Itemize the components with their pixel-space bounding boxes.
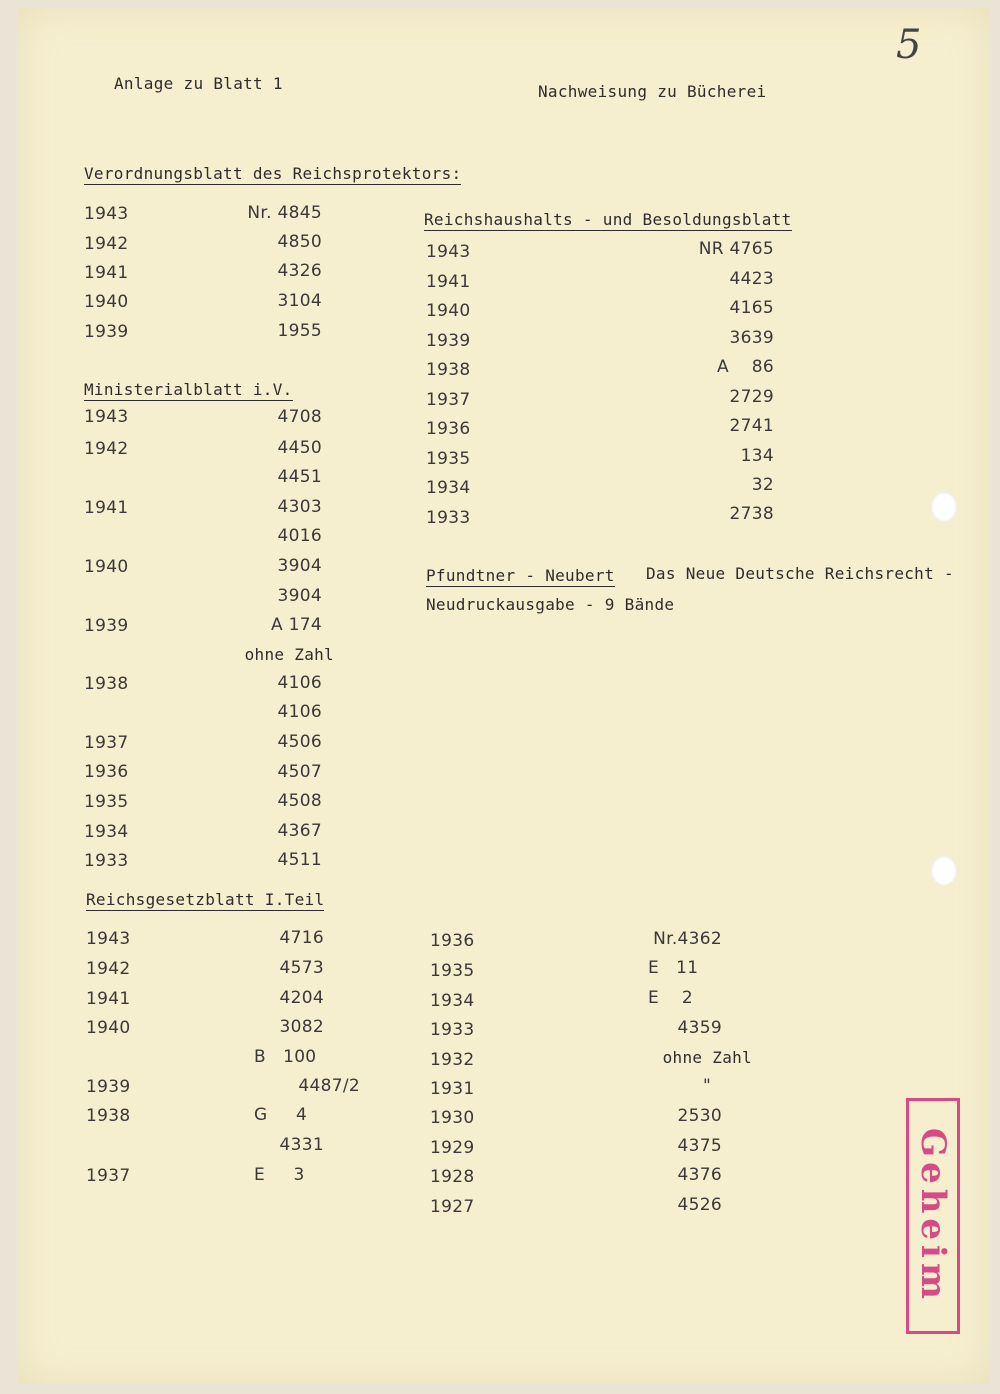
list-item-year: 1939	[86, 1077, 131, 1097]
list-item-year: 1943	[84, 204, 129, 224]
list-item-number: 4331	[279, 1135, 324, 1155]
list-item-year: 1938	[86, 1106, 131, 1126]
list-item-number: ohne Zahl	[662, 1048, 752, 1067]
list-item-number: 4326	[277, 261, 322, 281]
list-item-number: 4451	[277, 467, 322, 487]
list-item-number: 32	[751, 475, 774, 495]
list-item-number: 3639	[729, 328, 774, 348]
list-item-number: 4507	[277, 762, 322, 782]
list-item-year: 1941	[86, 989, 131, 1009]
list-item-number: 2738	[729, 504, 774, 524]
list-item-number: E 2	[648, 988, 693, 1008]
reichsgesetzblatt-title: Reichsgesetzblatt I.Teil	[86, 890, 325, 909]
list-item-year: 1933	[430, 1020, 475, 1040]
list-item-number: 4506	[277, 732, 322, 752]
list-item-number: 4376	[677, 1165, 722, 1185]
list-item-year: 1939	[426, 331, 471, 351]
reichshaushalt-title: Reichshaushalts - und Besoldungsblatt	[424, 210, 792, 229]
list-item-year: 1930	[430, 1108, 475, 1128]
punch-hole	[931, 856, 957, 886]
list-item-number: 4487/2	[298, 1076, 360, 1096]
list-item-number: 1955	[277, 321, 322, 341]
list-item-number: 4303	[277, 497, 322, 517]
list-item-number: Nr.4362	[653, 929, 722, 949]
list-item-year: 1931	[430, 1079, 475, 1099]
list-item-year: 1941	[84, 498, 129, 518]
list-item-year: 1935	[84, 792, 129, 812]
punch-hole	[931, 492, 957, 522]
list-item-number: B 100	[254, 1047, 317, 1067]
list-item-year: 1927	[430, 1197, 475, 1217]
list-item-number: A 174	[271, 615, 322, 635]
header-left: Anlage zu Blatt 1	[114, 74, 283, 93]
list-item-number: E 3	[254, 1165, 305, 1185]
list-item-year: 1939	[84, 322, 129, 342]
verordnungsblatt-title: Verordnungsblatt des Reichsprotektors:	[84, 164, 462, 183]
list-item-number: 4526	[677, 1195, 722, 1215]
list-item-year: 1935	[426, 449, 471, 469]
list-item-number: 3904	[277, 586, 322, 606]
list-item-number: 4204	[279, 988, 324, 1008]
list-item-year: 1941	[84, 263, 129, 283]
list-item-year: 1943	[84, 407, 129, 427]
list-item-year: 1940	[86, 1018, 131, 1038]
list-item-number: 4016	[277, 526, 322, 546]
list-item-number: 4375	[677, 1136, 722, 1156]
list-item-number: A 86	[717, 357, 774, 377]
list-item-number: 4511	[277, 850, 322, 870]
pfundtner-line2: Neudruckausgabe - 9 Bände	[426, 595, 675, 614]
list-item-number: 4359	[677, 1018, 722, 1038]
list-item-year: 1939	[84, 616, 129, 636]
list-item-year: 1929	[430, 1138, 475, 1158]
list-item-year: 1934	[430, 991, 475, 1011]
list-item-number: G 4	[254, 1105, 308, 1125]
list-item-number: 2530	[677, 1106, 722, 1126]
header-right: Nachweisung zu Bücherei	[538, 82, 767, 101]
list-item-number: E 11	[648, 958, 699, 978]
list-item-year: 1928	[430, 1167, 475, 1187]
list-item-year: 1943	[86, 929, 131, 949]
geheim-stamp	[906, 1098, 960, 1334]
list-item-number: 4508	[277, 791, 322, 811]
document-page	[18, 8, 990, 1384]
list-item-year: 1943	[426, 242, 471, 262]
list-item-year: 1937	[86, 1166, 131, 1186]
list-item-year: 1942	[86, 959, 131, 979]
list-item-number: Nr. 4845	[247, 203, 322, 223]
list-item-year: 1942	[84, 234, 129, 254]
pfundtner-label: Pfundtner - Neubert	[426, 566, 615, 585]
list-item-year: 1932	[430, 1050, 475, 1070]
list-item-year: 1937	[84, 733, 129, 753]
list-item-year: 1937	[426, 390, 471, 410]
list-item-number: ohne Zahl	[244, 645, 334, 664]
ministerialblatt-title: Ministerialblatt i.V.	[84, 380, 293, 399]
list-item-number: 3904	[277, 556, 322, 576]
list-item-number: 4716	[279, 928, 324, 948]
list-item-year: 1933	[84, 851, 129, 871]
list-item-year: 1940	[84, 292, 129, 312]
list-item-number: 3082	[279, 1017, 324, 1037]
list-item-year: 1940	[84, 557, 129, 577]
list-item-number: 3104	[277, 291, 322, 311]
list-item-year: 1934	[84, 822, 129, 842]
list-item-year: 1941	[426, 272, 471, 292]
list-item-number: NR 4765	[698, 239, 774, 259]
list-item-year: 1936	[430, 931, 475, 951]
list-item-number: 4106	[277, 673, 322, 693]
list-item-number: 134	[740, 446, 774, 466]
list-item-number: 4850	[277, 232, 322, 252]
list-item-year: 1936	[426, 419, 471, 439]
page-number: 5	[896, 22, 922, 68]
list-item-number: 4165	[729, 298, 774, 318]
list-item-year: 1933	[426, 508, 471, 528]
list-item-number: 2729	[729, 387, 774, 407]
list-item-number: 4423	[729, 269, 774, 289]
list-item-number: "	[703, 1076, 712, 1096]
list-item-year: 1938	[426, 360, 471, 380]
list-item-number: 4450	[277, 438, 322, 458]
list-item-number: 4106	[277, 702, 322, 722]
list-item-number: 2741	[729, 416, 774, 436]
list-item-year: 1936	[84, 762, 129, 782]
list-item-year: 1935	[430, 961, 475, 981]
list-item-number: 4367	[277, 821, 322, 841]
list-item-year: 1942	[84, 439, 129, 459]
list-item-year: 1934	[426, 478, 471, 498]
stamp-text: Geheim	[913, 1128, 953, 1304]
pfundtner-line1: Das Neue Deutsche Reichsrecht -	[646, 564, 954, 583]
list-item-year: 1938	[84, 674, 129, 694]
list-item-number: 4573	[279, 958, 324, 978]
list-item-number: 4708	[277, 407, 322, 427]
list-item-year: 1940	[426, 301, 471, 321]
